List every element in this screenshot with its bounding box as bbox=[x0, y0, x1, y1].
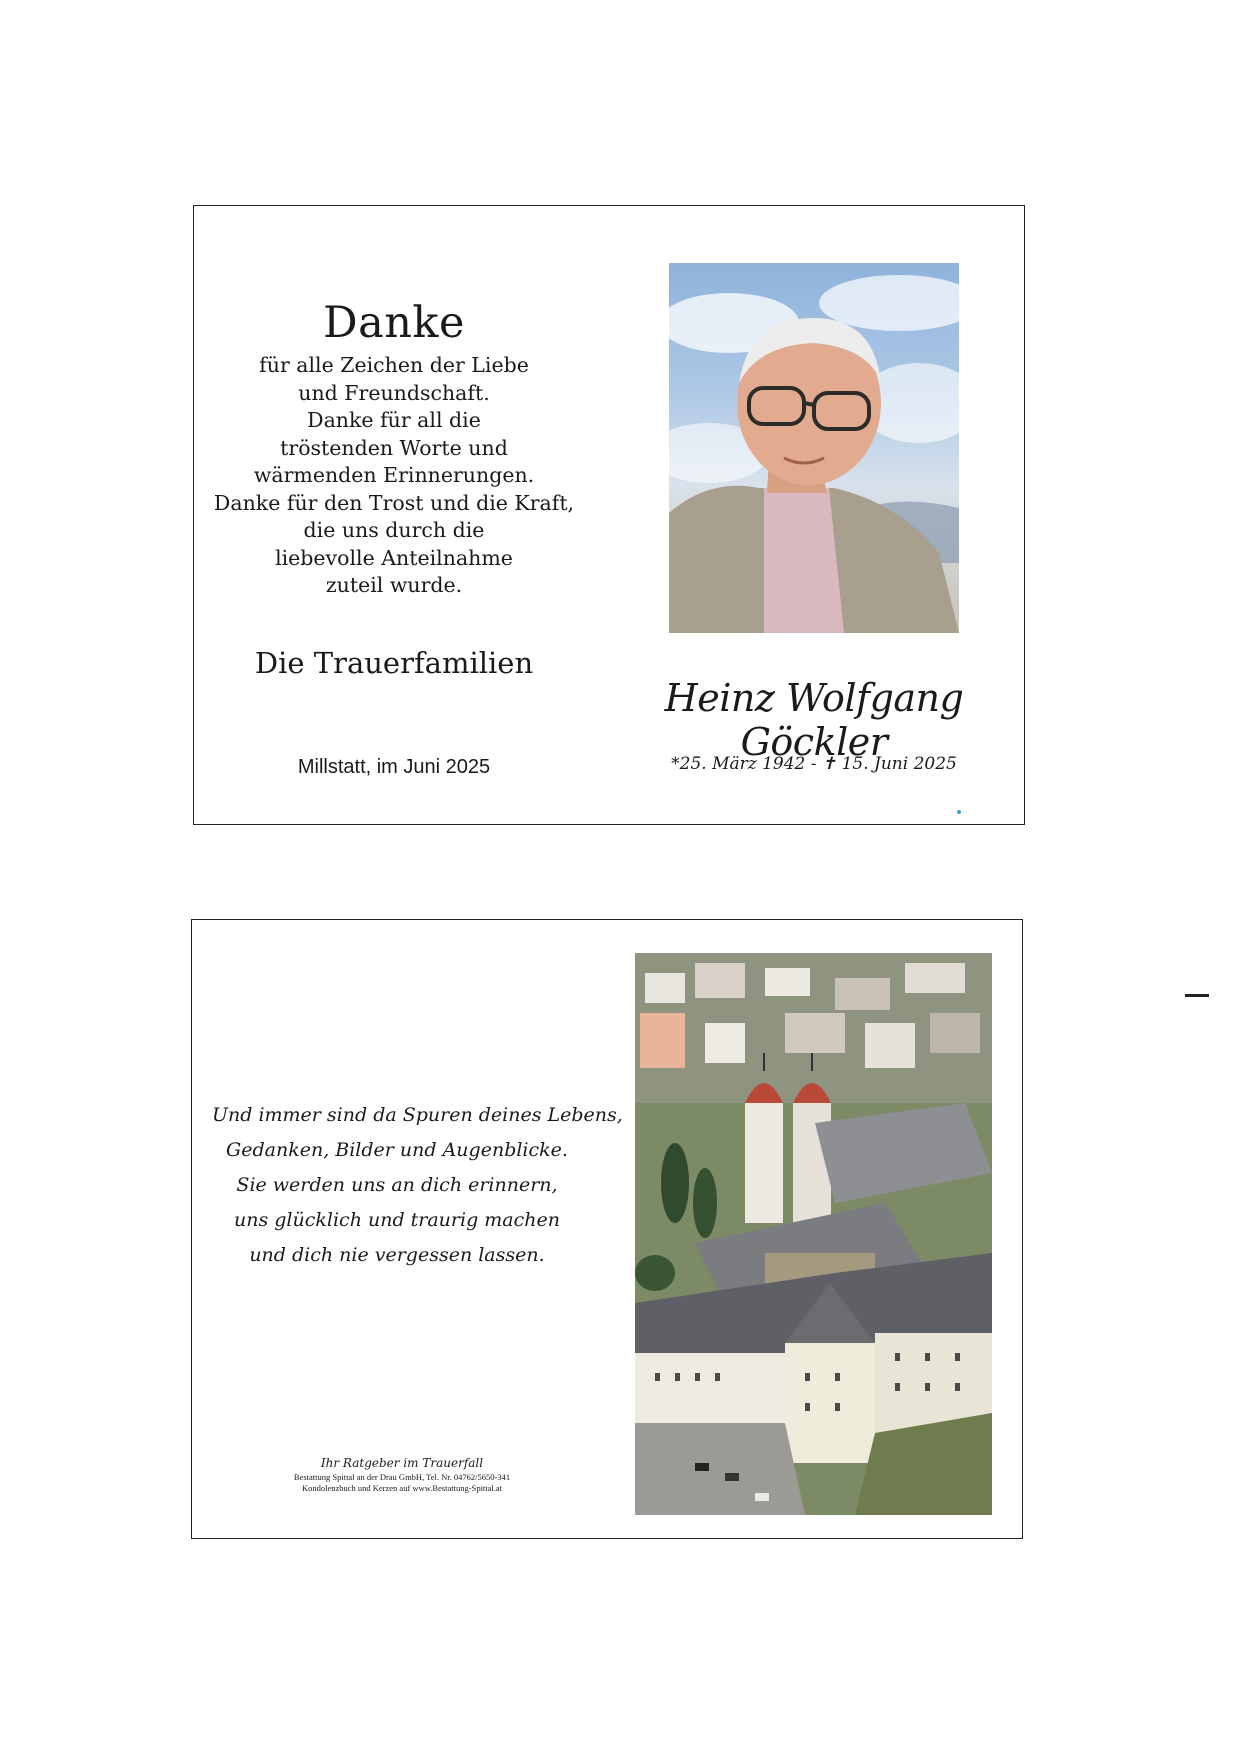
scan-dust-dot bbox=[957, 810, 961, 814]
message-line: tröstenden Worte und bbox=[280, 435, 508, 460]
undertaker-website: Kondolenzbuch und Kerzen auf www.Bestattung-Spittal.at bbox=[301, 1483, 503, 1493]
portrait-photo bbox=[669, 263, 959, 633]
message-line: liebevolle Anteilnahme bbox=[275, 545, 513, 570]
deceased-name: Heinz Wolfgang Göckler bbox=[664, 676, 964, 764]
front-card bbox=[193, 205, 1025, 825]
memorial-poem bbox=[212, 1098, 623, 1273]
family-signature: Die Trauerfamilien bbox=[254, 646, 534, 680]
undertaker-contact: Bestattung Spittal an der Drau GmbH, Tel. Nr. 04762/5650-341 bbox=[293, 1472, 511, 1482]
poem-line: Und immer sind da Spuren deines Lebens, bbox=[212, 1104, 623, 1126]
thank-you-message bbox=[204, 352, 584, 600]
undertaker-motto: Ihr Ratgeber im Trauerfall bbox=[320, 1456, 484, 1470]
place-date: Millstatt, im Juni 2025 bbox=[297, 756, 491, 778]
message-line: Danke für all die bbox=[307, 408, 481, 432]
poem-line: uns glücklich und traurig machen bbox=[234, 1209, 560, 1231]
life-dates: *25. März 1942 - ✝ 15. Juni 2025 bbox=[671, 754, 957, 774]
poem-line: und dich nie vergessen lassen. bbox=[249, 1244, 545, 1266]
scan-edge-mark bbox=[1185, 994, 1209, 997]
poem-line: Gedanken, Bilder und Augenblicke. bbox=[226, 1139, 568, 1161]
message-line: Danke für den Trost und die Kraft, bbox=[213, 490, 575, 515]
message-line: die uns durch die bbox=[303, 518, 485, 542]
undertaker-info bbox=[222, 1456, 582, 1494]
message-line: zuteil wurde. bbox=[325, 573, 463, 597]
card-heading: Danke bbox=[323, 298, 465, 348]
back-card bbox=[191, 919, 1023, 1539]
aerial-photo-millstatt-abbey bbox=[635, 953, 992, 1515]
message-line: und Freundschaft. bbox=[298, 380, 490, 405]
message-line: für alle Zeichen der Liebe bbox=[259, 353, 529, 377]
message-line: wärmenden Erinnerungen. bbox=[253, 463, 535, 487]
poem-line: Sie werden uns an dich erinnern, bbox=[236, 1174, 558, 1196]
